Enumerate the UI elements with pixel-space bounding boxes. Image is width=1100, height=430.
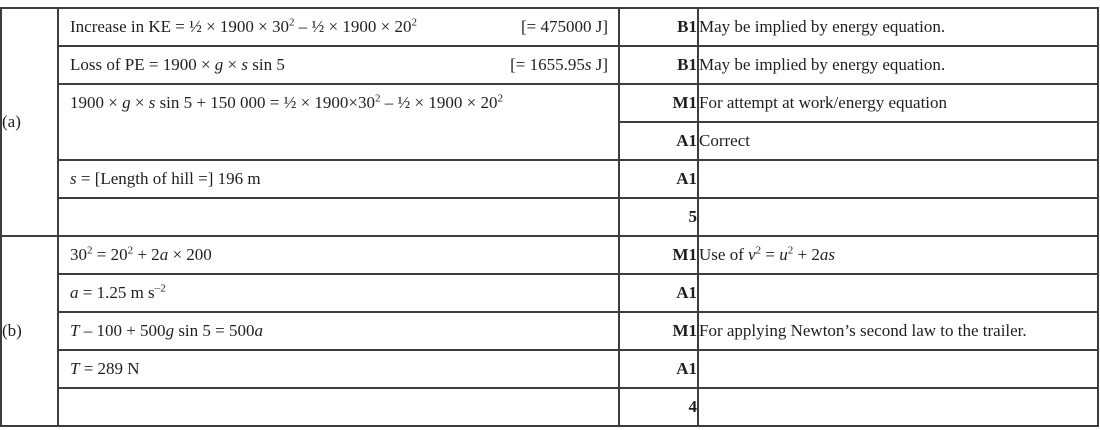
working-cell [58, 8, 619, 46]
working-text: Loss of PE = 1900 × g × s sin 5 [70, 55, 285, 74]
mark-code-cell: B1 [619, 8, 698, 46]
comment-text: May be implied by energy equation. [699, 17, 946, 36]
table-row [1, 388, 1098, 426]
working-text: T – 100 + 500g sin 5 = 500a [70, 321, 263, 340]
comment-text: For attempt at work/energy equation [699, 93, 948, 112]
comment-cell [698, 312, 1098, 350]
mark-code-cell: A1 [619, 274, 698, 312]
working-line [59, 321, 618, 341]
part-label-cell [1, 236, 58, 426]
comment-text: Correct [699, 131, 750, 150]
table-row [1, 160, 1098, 198]
working-text: T = 289 N [70, 359, 140, 378]
comment-cell [698, 122, 1098, 160]
part-label-cell [1, 8, 58, 236]
comment-cell [698, 160, 1098, 198]
comment-text: Use of $v^2 = u^2 + 2as$ [699, 244, 835, 264]
table-row [1, 46, 1098, 84]
comment-cell [698, 84, 1098, 122]
mark-code-cell: 5 [619, 198, 698, 236]
comment-cell [698, 46, 1098, 84]
table-row [1, 274, 1098, 312]
working-line [59, 17, 618, 37]
mark-code-cell: 4 [619, 388, 698, 426]
comment-cell [698, 236, 1098, 274]
working-line [59, 359, 618, 379]
mark-code-cell: M1 [619, 312, 698, 350]
mark-code-cell: M1 [619, 84, 698, 122]
working-cell [58, 312, 619, 350]
comment-cell [698, 388, 1098, 426]
table-row [1, 312, 1098, 350]
bracket-value: [= 475000 J] [520, 17, 608, 36]
working-line [59, 169, 618, 189]
table-row [1, 198, 1098, 236]
comment-cell [698, 350, 1098, 388]
mark-code-cell: B1 [619, 46, 698, 84]
working-text: a = 1.25 m $s^{-2}$ [70, 282, 166, 302]
working-cell [58, 350, 619, 388]
mark-code-cell: M1 [619, 236, 698, 274]
comment-cell [698, 198, 1098, 236]
comment-cell [698, 8, 1098, 46]
comment-cell [698, 274, 1098, 312]
table-row [1, 236, 1098, 274]
comment-text: For applying Newton’s second law to the trailer. [699, 321, 1027, 340]
working-cell [58, 388, 619, 426]
bracket-value: [= 1655.95s J] [510, 55, 608, 74]
part-label: (b) [2, 321, 22, 340]
working-line [59, 245, 618, 265]
part-label: (a) [2, 112, 21, 131]
table-row [1, 84, 1098, 122]
mark-code-cell: A1 [619, 160, 698, 198]
working-line [59, 283, 618, 303]
table-row [1, 8, 1098, 46]
mark-code-cell: A1 [619, 350, 698, 388]
comment-text: May be implied by energy equation. [699, 55, 946, 74]
mark-code-cell: A1 [619, 122, 698, 160]
working-text: s = [Length of hill =] 196 m [70, 169, 261, 188]
working-text: 1900 × g × s sin 5 + 150 000 = ½ × $1900\times 30^2$ – ½ × $1900 \times 20^2$ [70, 92, 503, 112]
working-cell [58, 274, 619, 312]
table-row [1, 350, 1098, 388]
working-line [59, 55, 618, 75]
working-cell [58, 236, 619, 274]
working-line [59, 93, 618, 113]
working-cell [58, 160, 619, 198]
working-text: Increase in KE = ½ × $1900 \times 30^2$ – ½ × $1900 \times 20^2$ [70, 16, 417, 36]
working-text: $30^2 = 20^2 + 2a \times 200$ [70, 244, 212, 264]
mark-scheme-rows [1, 8, 1098, 426]
working-cell [58, 84, 619, 160]
mark-scheme-table [0, 7, 1099, 427]
working-cell [58, 198, 619, 236]
working-cell [58, 46, 619, 84]
